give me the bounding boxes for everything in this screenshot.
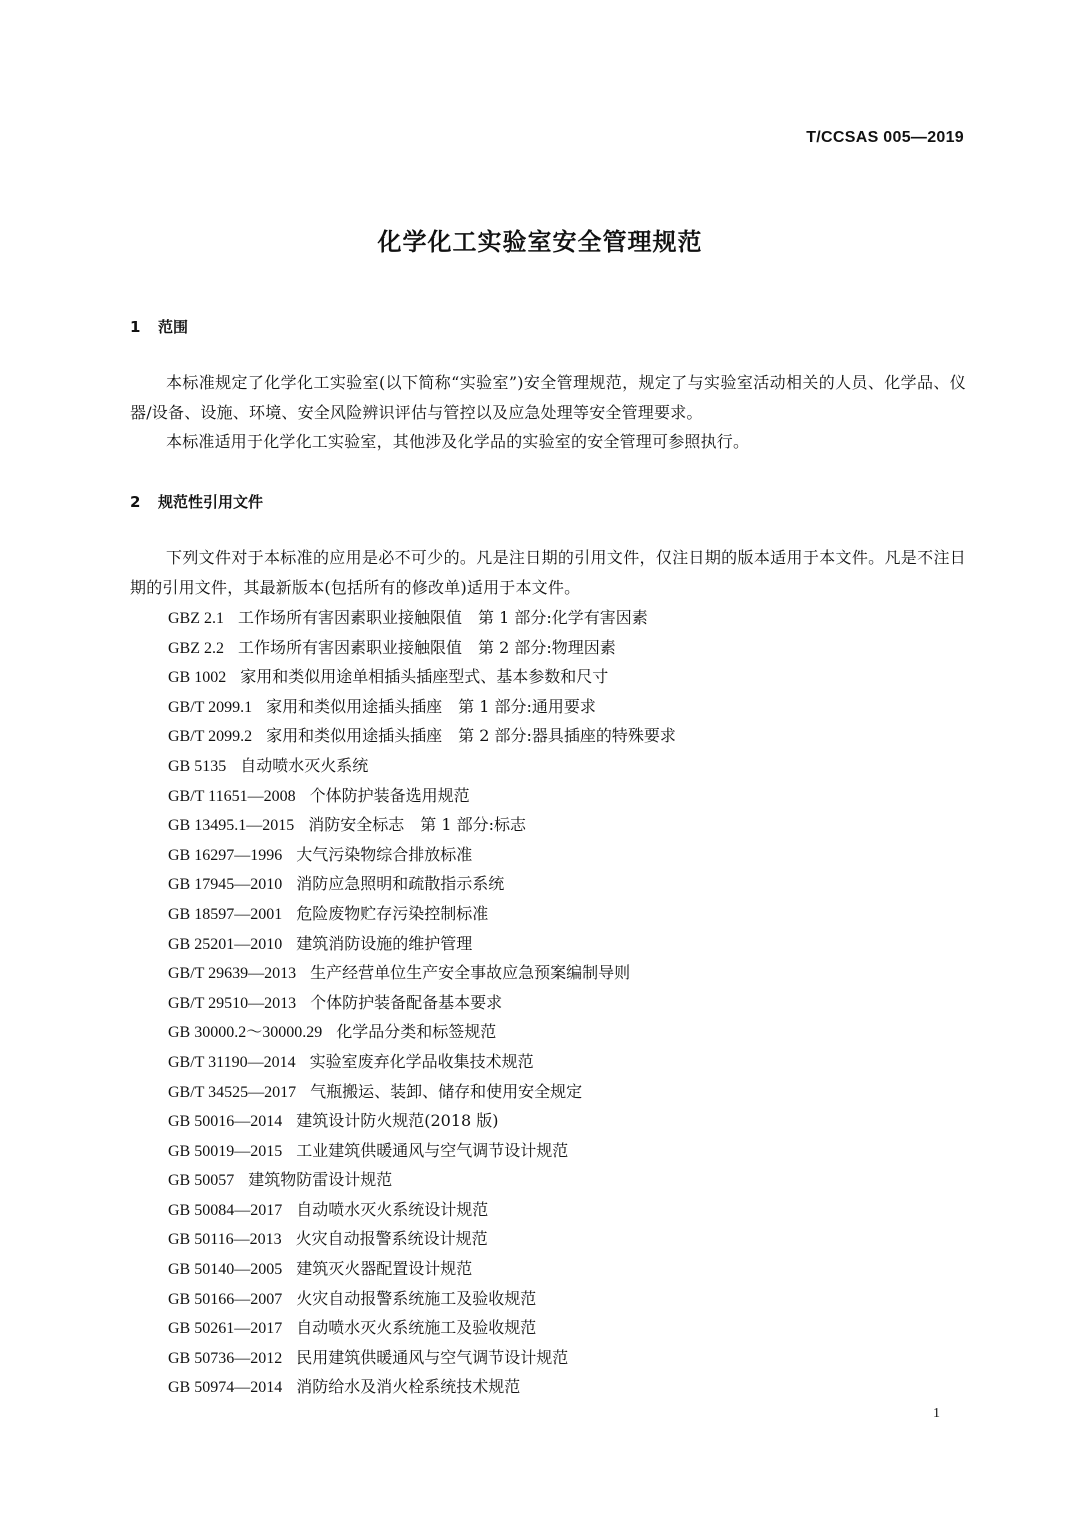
reference-item	[168, 751, 968, 781]
reference-title: 生产经营单位生产安全事故应急预案编制导则	[310, 963, 631, 983]
reference-title: 建筑设计防火规范(2018 版)	[296, 1111, 499, 1131]
reference-title: 自动喷水灭火系统	[240, 755, 369, 775]
reference-title: 工业建筑供暖通风与空气调节设计规范	[296, 1140, 569, 1160]
reference-title: 消防应急照明和疏散指示系统	[296, 874, 505, 894]
reference-title: 火灾自动报警系统设计规范	[295, 1229, 488, 1249]
document-title: 化学化工实验室安全管理规范	[377, 228, 703, 256]
reference-title: 工作场所有害因素职业接触限值 第 1 部分:化学有害因素	[238, 608, 648, 627]
reference-item	[168, 1077, 968, 1107]
scope-paragraph-1: 本标准规定了化学化工实验室(以下简称“实验室”)安全管理规范，规定了与实验室活动相关的人员、化学品、仪器/设备、设施、环境、安全风险辨识评估与管控以及应急处理等安全管理要求。	[130, 373, 966, 422]
reference-item	[168, 958, 968, 988]
reference-item	[168, 1195, 968, 1225]
reference-item	[168, 1106, 968, 1136]
reference-code: GB/T 29639—2013	[168, 965, 297, 983]
reference-item	[168, 1372, 968, 1402]
reference-code: GB 50974—2014	[168, 1379, 283, 1397]
reference-code: GB 13495.1—2015	[168, 817, 295, 835]
reference-item	[168, 1284, 968, 1314]
reference-item	[168, 633, 968, 663]
reference-item	[168, 1047, 968, 1077]
reference-title: 消防给水及消火栓系统技术规范	[296, 1377, 521, 1397]
reference-code: GB/T 2099.1	[168, 698, 253, 716]
reference-title: 工作场所有害因素职业接触限值 第 2 部分:物理因素	[238, 637, 616, 657]
reference-title: 民用建筑供暖通风与空气调节设计规范	[296, 1347, 569, 1367]
reference-code: GB 50019—2015	[168, 1142, 283, 1160]
reference-code: GB 50736—2012	[168, 1349, 283, 1367]
reference-code: GB 50057	[168, 1172, 235, 1190]
reference-item	[168, 1313, 968, 1343]
reference-item	[168, 721, 968, 751]
reference-code: GB 50261—2017	[168, 1320, 283, 1338]
section-heading-scope	[130, 316, 188, 337]
reference-code: GB 1002	[168, 669, 227, 687]
reference-title: 危险废物贮存污染控制标准	[296, 903, 489, 923]
reference-title: 家用和类似用途插头插座 第 1 部分:通用要求	[266, 696, 596, 716]
reference-title: 大气污染物综合排放标准	[296, 844, 473, 864]
reference-item	[168, 1017, 968, 1047]
reference-code: GB 16297—1996	[168, 846, 283, 864]
reference-code: GB 18597—2001	[168, 905, 283, 923]
reference-code: GB 30000.2～30000.29	[168, 1024, 323, 1042]
reference-title: 家用和类似用途单相插头插座型式、基本参数和尺寸	[240, 667, 609, 687]
reference-item	[168, 781, 968, 811]
reference-code: GB/T 34525—2017	[168, 1083, 297, 1101]
reference-code: GB/T 11651—2008	[168, 787, 296, 805]
reference-item	[168, 692, 968, 722]
reference-code: GB 17945—2010	[168, 876, 283, 894]
reference-list	[168, 603, 968, 1402]
reference-item	[168, 1165, 968, 1195]
reference-item	[168, 988, 968, 1018]
reference-title: 自动喷水灭火系统设计规范	[296, 1199, 489, 1219]
reference-title: 建筑灭火器配置设计规范	[296, 1259, 473, 1279]
reference-code: GB 50084—2017	[168, 1201, 283, 1219]
reference-item	[168, 840, 968, 870]
reference-item	[168, 929, 968, 959]
references-intro-paragraph: 下列文件对于本标准的应用是必不可少的。凡是注日期的引用文件，仅注日期的版本适用于本文件。凡是不注日期的引用文件，其最新版本(包括所有的修改单)适用于本文件。	[130, 548, 966, 597]
reference-title: 实验室废弃化学品收集技术规范	[309, 1051, 534, 1071]
reference-item	[168, 1136, 968, 1166]
scope-paragraph-2: 本标准适用于化学化工实验室，其他涉及化学品的实验室的安全管理可参照执行。	[166, 432, 750, 451]
reference-title: 建筑消防设施的维护管理	[296, 933, 473, 953]
reference-title: 消防安全标志 第 1 部分:标志	[308, 815, 526, 835]
reference-title: 气瓶搬运、装卸、储存和使用安全规定	[310, 1081, 583, 1101]
reference-item	[168, 810, 968, 840]
reference-title: 个体防护装备配备基本要求	[310, 992, 503, 1012]
reference-item	[168, 1224, 968, 1254]
reference-code: GBZ 2.2	[168, 639, 224, 657]
reference-item	[168, 899, 968, 929]
reference-code: GB/T 29510—2013	[168, 994, 297, 1012]
reference-title: 建筑物防雷设计规范	[248, 1170, 393, 1190]
reference-code: GBZ 2.1	[168, 610, 224, 627]
section-title: 规范性引用文件	[158, 493, 264, 511]
reference-code: GB/T 31190—2014	[168, 1053, 296, 1071]
standard-code: T/CCSAS 005—2019	[806, 129, 964, 146]
reference-item	[168, 1343, 968, 1373]
reference-item	[168, 603, 968, 633]
reference-code: GB 50016—2014	[168, 1113, 283, 1131]
reference-item	[168, 869, 968, 899]
reference-code: GB 25201—2010	[168, 935, 283, 953]
reference-title: 个体防护装备选用规范	[309, 785, 470, 805]
reference-code: GB 5135	[168, 757, 227, 775]
reference-title: 火灾自动报警系统施工及验收规范	[296, 1288, 537, 1308]
reference-title: 自动喷水灭火系统施工及验收规范	[296, 1318, 537, 1338]
section-number: 1	[130, 318, 141, 336]
reference-code: GB 50140—2005	[168, 1261, 283, 1279]
reference-title: 家用和类似用途插头插座 第 2 部分:器具插座的特殊要求	[266, 726, 676, 746]
section-number: 2	[130, 493, 141, 511]
reference-title: 化学品分类和标签规范	[336, 1022, 497, 1042]
reference-code: GB 50116—2013	[168, 1231, 282, 1249]
section-heading-normative-references	[130, 491, 263, 512]
reference-code: GB 50166—2007	[168, 1290, 283, 1308]
reference-item	[168, 1254, 968, 1284]
reference-item	[168, 662, 968, 692]
reference-code: GB/T 2099.2	[168, 728, 253, 746]
page-number: 1	[933, 1406, 940, 1421]
section-title: 范围	[158, 318, 189, 336]
